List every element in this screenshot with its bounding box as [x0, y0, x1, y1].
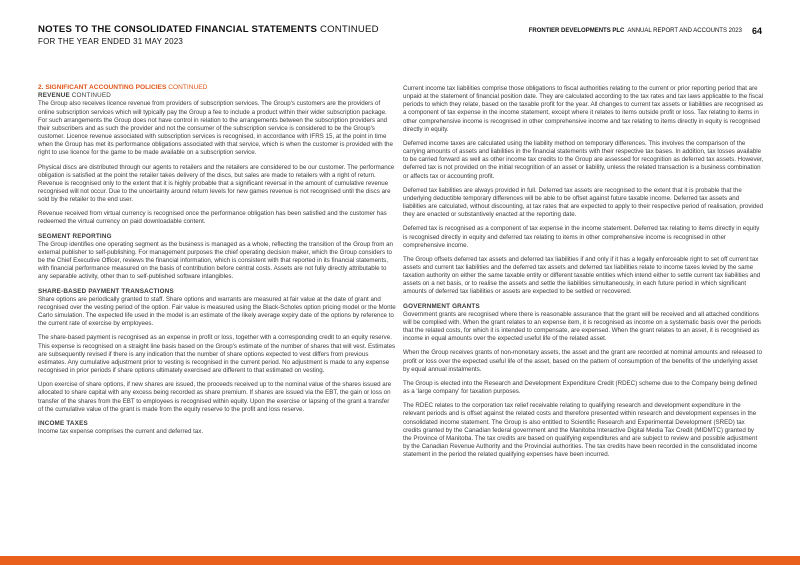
tax-paragraph: Current income tax liabilities comprise those obligations to fiscal authorities relating to the current or prior reporting period that are unpaid at the statement of financial position date. They are calculated according to the tax rates and tax laws applicable to the fiscal periods to which they relate, based on the taxable profit for the year. All changes to current tax assets or liabilities are recognised as a component of tax expense in the income statement, except where it relates to items outside profit or loss. Tax relating to items in other comprehensive income is recognised in other comprehensive income and tax relating to items directly in equity is recognised directly in equity. [403, 85, 764, 133]
title-suffix: CONTINUED [319, 24, 379, 35]
grants-paragraph: The RDEC relates to the corporation tax relief receivable relating to qualifying research and development expenditure in the relevant periods and is offset against the related costs and therefore presented within research and development expenses in the consolidated income statement. The Group is also entitled to Scientific Research and Experimental Development (SRED) tax credits granted by the Canadian federal government and the Manitoba Interactive Digital Media Tax Credit (MIDMTC) granted by the Province of Manitoba. The tax credits are based on qualifying expenditures and are subject to review and possible adjustment by the Canadian Revenue Authority and the Provincial authorities. The tax credits have been recorded in the consolidated income statement in the period the related qualifying expenses have been incurred. [403, 402, 758, 459]
page-title: NOTES TO THE CONSOLIDATED FINANCIAL STATEMENTS CONTINUED [38, 24, 379, 35]
income-taxes-paragraph: Income tax expense comprises the current and deferred tax. [38, 428, 204, 436]
left-column [38, 84, 396, 442]
footer-accent-bar [0, 556, 800, 565]
share-based-heading: SHARE-BASED PAYMENT TRANSACTIONS [38, 287, 174, 295]
grants-paragraph: The Group is elected into the Research and Development Expenditure Credit (RDEC) scheme due to the Company being defined as a 'large company' for taxation purposes. [403, 379, 757, 396]
revenue-paragraph: Physical discs are distributed through our agents to retailers and the retailers are considered to be our customer. The performance obligation is satisfied at the point the retailer takes delivery of the discs, but sales are made to retailers with a right of return. Revenue is recognised only to the extent that it is highly probable that a significant reversal in the amount of cumulative revenue recognised will not occur. Due to the uncertainty around return levels for new games revenue is not recognised until the discs are sold by the retailer to the end user. [38, 163, 395, 204]
tax-paragraph: Deferred tax is recognised as a component of tax expense in the income statement. Deferred tax relating to items directly in equity is recognised directly in equity and deferred tax relating to items in other comprehensive income is recognised in other comprehensive income. [403, 225, 760, 249]
revenue-paragraph: The Group also receives licence revenue from providers of subscription services. The Group's customers are the providers of online subscription services which will typically pay the Group a fee to include a product within their wider subscription package. For such arrangements the Group does not have control in relation to the arrangements between the subscription providers and their subscribers and as such the provider and not the consumer of the subscription service is considered to be the Group's customer. Licence revenue associated with subscription services is recognised, in accordance with IFRS 15, at the point in time when the Group has met its performance obligations associated with that service, which is when the customer is provided with the right to use licence for the game to be made available on a subscription service. [38, 100, 393, 157]
page-number: 64 [751, 26, 762, 36]
report-name: ANNUAL REPORT AND ACCOUNTS 2023 [627, 28, 742, 34]
revenue-heading: REVENUE CONTINUED [38, 92, 112, 100]
share-based-paragraph: The share-based payment is recognised as an expense in profit or loss, together with a corresponding credit to an equity reserve. This expense is recognised on a straight line basis based on the Group's estimate of the number of shares that will vest. Estimates are subsequently revised if there is any indication that the number of share options expected to vest differs from previous estimates. Any cumulative adjustment prior to vesting is recognised in the current period. No adjustment is made to any expense recognised in prior periods if share options ultimately exercised are different to that estimated on vesting. [38, 334, 396, 375]
government-grants-heading: GOVERNMENT GRANTS [403, 302, 480, 310]
grants-paragraph: When the Group receives grants of non-monetary assets, the asset and the grant are recorded at nominal amounts and released to profit or loss over the expected useful life of the asset, based on the pattern of consumption of the benefits of the underlying asset by equal annual instalments. [403, 349, 763, 373]
segment-paragraph: The Group identifies one operating segment as the business is managed as a whole, reflecting the transition of the Group from an external publisher to self-publishing. For management purposes the chief operating decision maker, which the Group considers to be the Chief Executive Officer, reviews the financial information, which is consistent with that reported in its financial statements, with financial performance measured on the basis of contribution before central costs. Assets are not fully directly attributable to any separable activity, other than to self-published software intangibles. [38, 240, 393, 281]
revenue-paragraph: Revenue received from virtual currency is recognised once the performance obligation has been satisfied and the customer has redeemed the virtual currency on paid downloadable content. [38, 210, 387, 226]
company-name: FRONTIER DEVELOPMENTS PLC [528, 28, 625, 34]
tax-paragraph: The Group offsets deferred tax assets and deferred tax liabilities if and only if it has a legally enforceable right to set off current tax assets and current tax liabilities and the deferred tax assets and deferred tax liabilities relate to income taxes levied by the same taxation authority on either the same taxable entity or different taxable entities which intend either to settle current tax liabilities and assets on a net basis, or to realise the assets and settle the liabilities simultaneously, in each future period in which significant amounts of deferred tax liabilities or assets are expected to be settled or recovered. [403, 255, 761, 296]
right-column [403, 85, 764, 465]
section-title: 2. SIGNIFICANT ACCOUNTING POLICIES CONTINUED [38, 84, 208, 91]
tax-paragraph: Deferred tax liabilities are always provided in full. Deferred tax assets are recognised to the extent that it is probable that the underlying deductible temporary differences will be able to be offset against future taxable income. Deferred tax assets and liabilities are calculated, without discounting, at tax rates that are expected to apply to their respective period of realisation, provided they are enacted or substantively enacted at the reporting date. [403, 186, 764, 219]
share-based-paragraph: Upon exercise of share options, if new shares are issued, the proceeds received up to the nominal value of the shares issued are allocated to share capital with any excess being recorded as share premium. If shares are issued via the EBT, the gain or loss on transfer of the shares from the EBT to employees is recognised within equity. Upon the exercise or lapsing of the grant a transfer of the cumulative value of the grant is made from the equity reserve to the profit and loss reserve. [38, 381, 392, 413]
page-header [38, 24, 379, 46]
running-header [529, 26, 762, 36]
share-based-paragraph: Share options are periodically granted to staff. Share options and warrants are measured at fair value at the date of grant and recognised over the vesting period of the option. Fair value is measured using the Black-Scholes option pricing model or the Monte Carlo simulation. The expected life used in the model is an estimate of the likely average expiry date of the options by reference to the current rate of exercise by employees. [38, 295, 396, 328]
segment-heading: SEGMENT REPORTING [38, 232, 112, 240]
tax-paragraph: Deferred income taxes are calculated using the liability method on temporary differences. This involves the comparison of the carrying amounts of assets and liabilities in the financial statements with their respective tax bases. In addition, tax losses available to be carried forward as well as other income tax credits to the Group are assessed for recognition as deferred tax assets. However, deferred tax is not provided on the initial recognition of an asset or liability, unless the related transaction is a business combination or affects tax or accounting profit. [403, 139, 764, 180]
page-subtitle: FOR THE YEAR ENDED 31 MAY 2023 [38, 37, 184, 46]
grants-paragraph: Government grants are recognised where there is reasonable assurance that the grant will be received and all attached conditions will be complied with. When the grant relates to an expense item, it is recognised as income on a systematic basis over the periods that the related costs, for which it is intended to compensate, are expensed. When the grant relates to an asset, it is recognised as income in equal amounts over the expected useful life of the related asset. [403, 310, 762, 343]
income-taxes-heading: INCOME TAXES [38, 419, 88, 427]
